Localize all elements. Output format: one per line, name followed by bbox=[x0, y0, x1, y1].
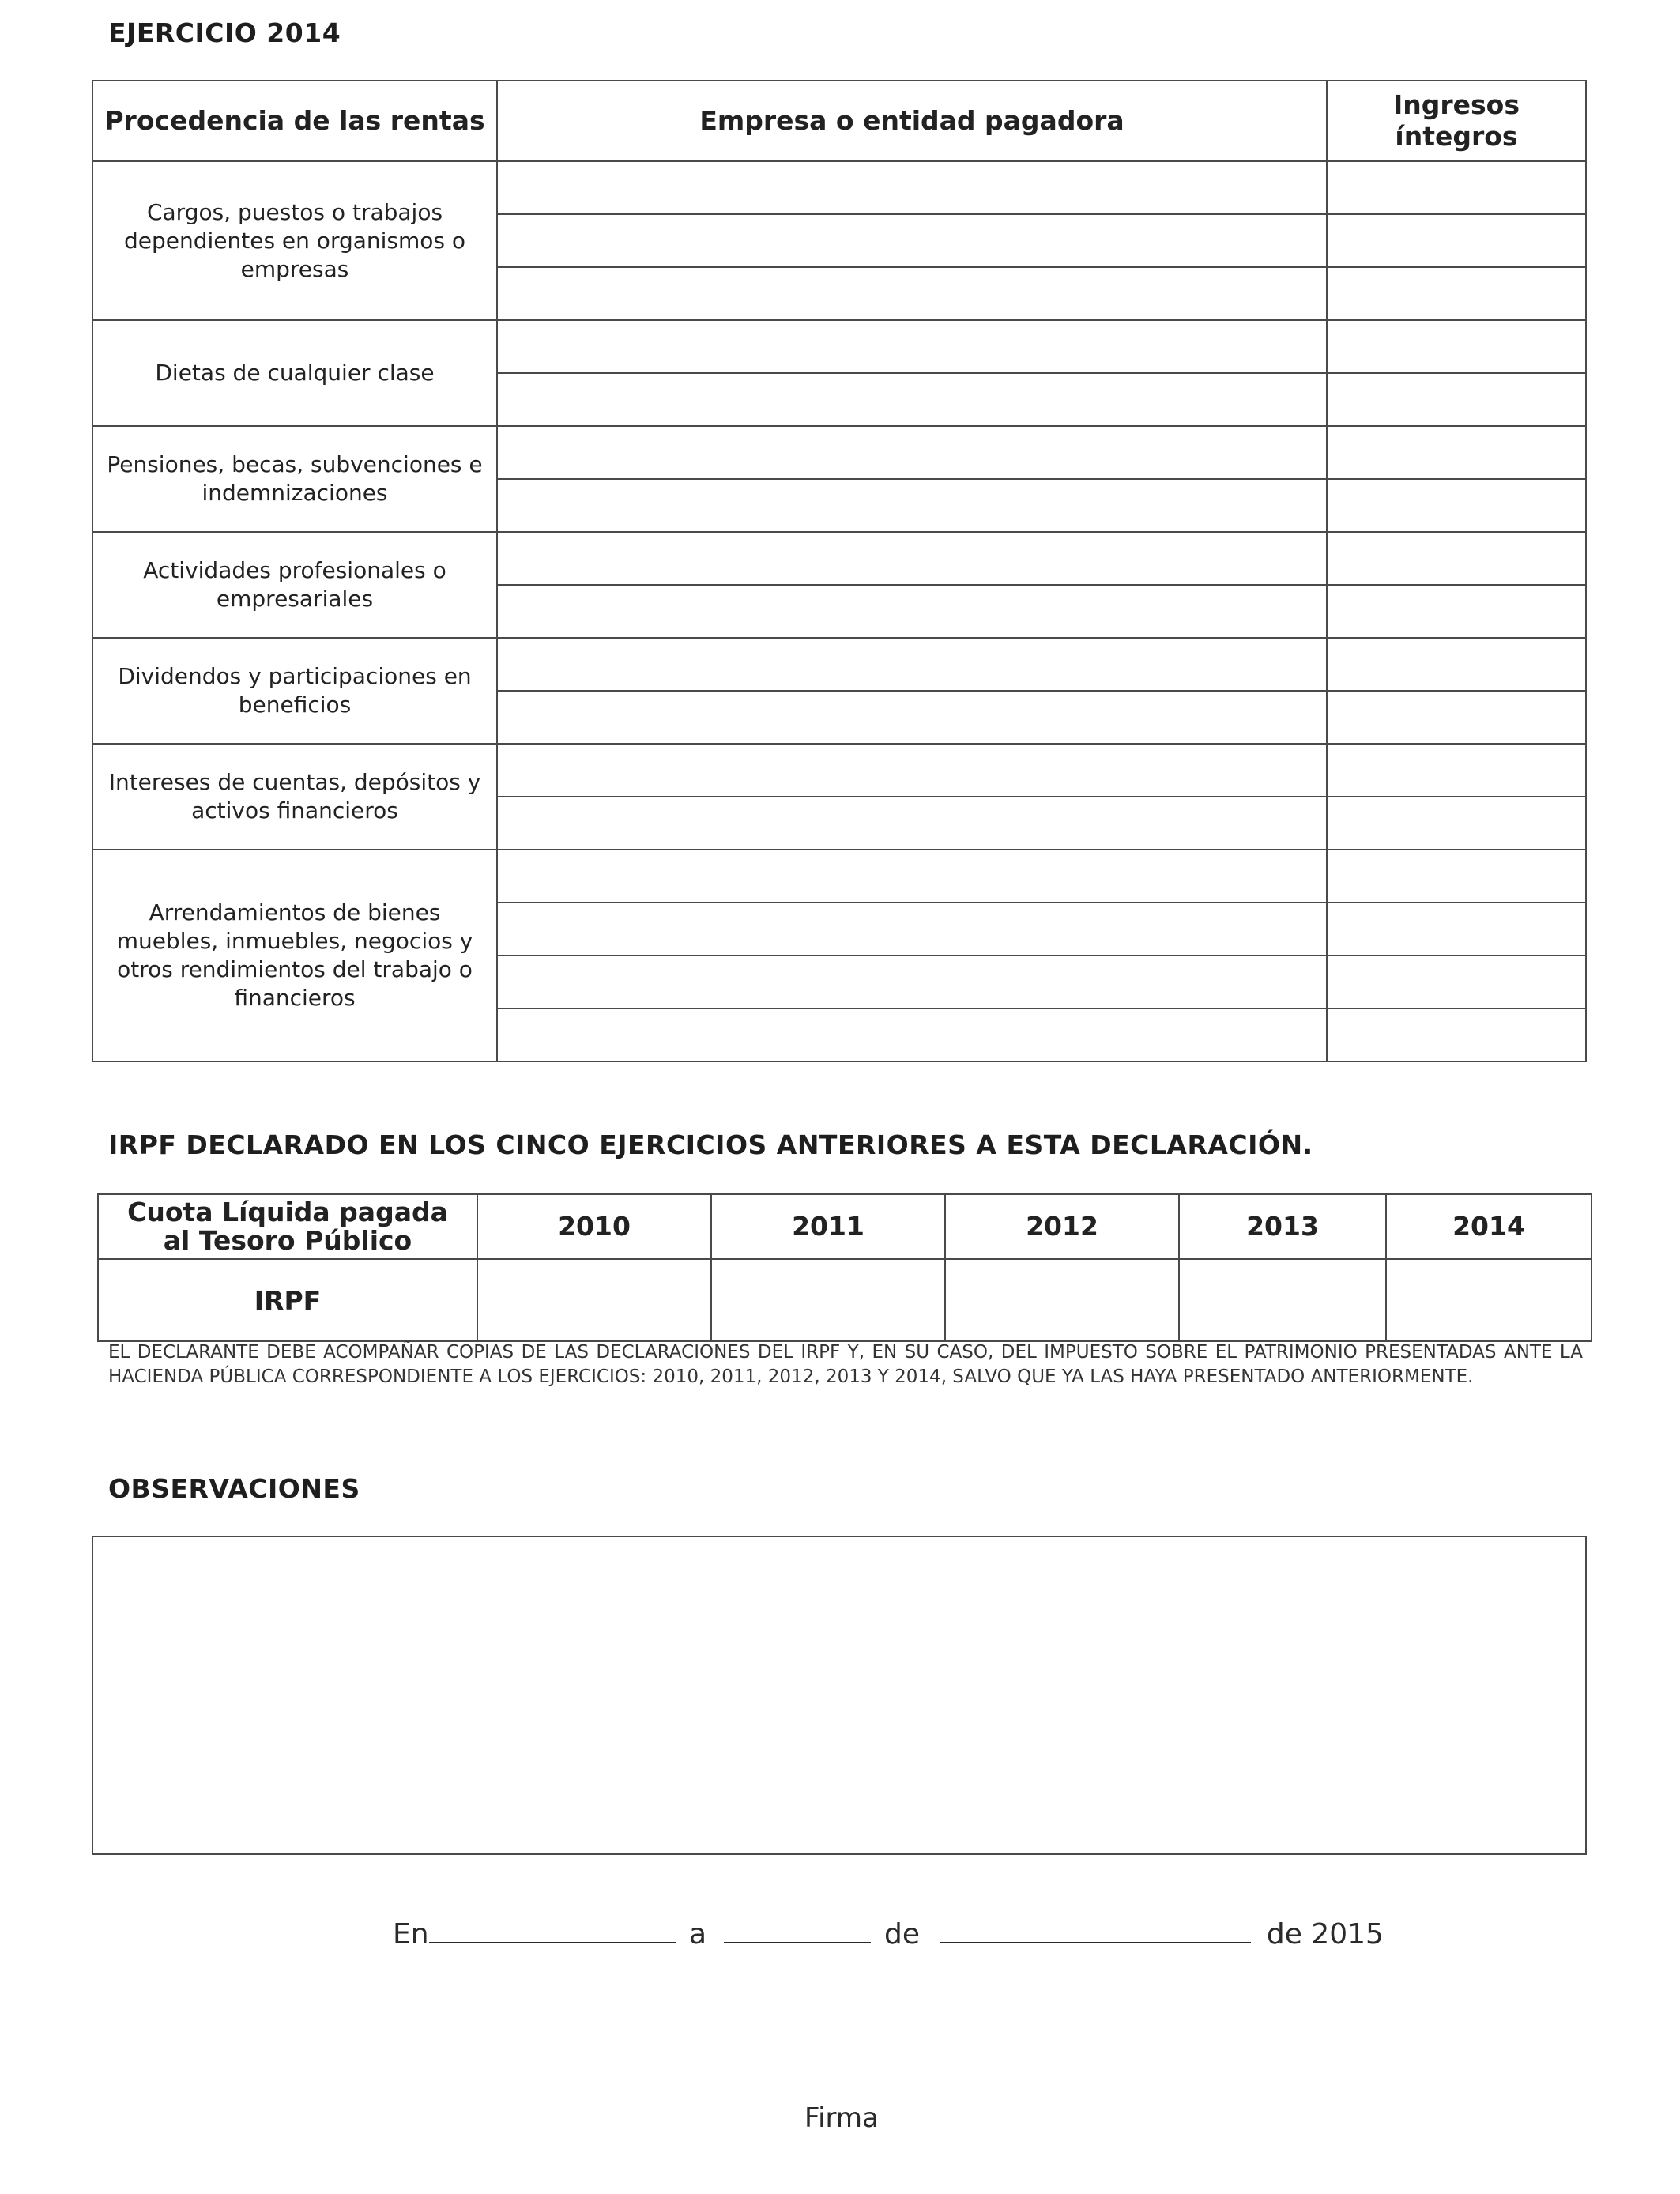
signature-place-date-line bbox=[393, 1913, 1384, 1951]
empresa-cell[interactable] bbox=[497, 744, 1327, 797]
empresa-cell[interactable] bbox=[497, 320, 1327, 373]
category-label: Pensiones, becas, subvenciones e indemnizaciones bbox=[92, 426, 497, 532]
label-de-year: de 2015 bbox=[1266, 1918, 1384, 1951]
year-2014: 2014 bbox=[1386, 1194, 1591, 1259]
ingresos-cell[interactable] bbox=[1327, 850, 1586, 903]
label-a: a bbox=[689, 1918, 707, 1951]
empresa-cell[interactable] bbox=[497, 214, 1327, 267]
empresa-cell[interactable] bbox=[497, 532, 1327, 585]
empresa-cell[interactable] bbox=[497, 426, 1327, 479]
ingresos-cell[interactable] bbox=[1327, 426, 1586, 479]
category-label: Dietas de cualquier clase bbox=[92, 320, 497, 426]
empresa-cell[interactable] bbox=[497, 267, 1327, 320]
section-title-irpf: IRPF DECLARADO EN LOS CINCO EJERCICIOS ANTERIORES A ESTA DECLARACIÓN. bbox=[108, 1129, 1313, 1160]
rentas-row bbox=[92, 744, 1586, 797]
irpf-row-label: IRPF bbox=[98, 1259, 477, 1341]
ingresos-cell[interactable] bbox=[1327, 956, 1586, 1008]
irpf-cell-2012[interactable] bbox=[945, 1259, 1179, 1341]
empresa-cell[interactable] bbox=[497, 850, 1327, 903]
irpf-cell-2013[interactable] bbox=[1179, 1259, 1386, 1341]
ingresos-cell[interactable] bbox=[1327, 373, 1586, 426]
year-2011: 2011 bbox=[711, 1194, 945, 1259]
rentas-header-row bbox=[92, 81, 1586, 161]
irpf-cell-2010[interactable] bbox=[477, 1259, 711, 1341]
empresa-cell[interactable] bbox=[497, 1008, 1327, 1061]
ingresos-cell[interactable] bbox=[1327, 744, 1586, 797]
empresa-cell[interactable] bbox=[497, 956, 1327, 1008]
firma-label: Firma bbox=[804, 2102, 879, 2134]
irpf-cell-2014[interactable] bbox=[1386, 1259, 1591, 1341]
rentas-row bbox=[92, 426, 1586, 479]
category-label: Actividades profesionales o empresariales bbox=[92, 532, 497, 638]
ingresos-cell[interactable] bbox=[1327, 214, 1586, 267]
month-blank[interactable] bbox=[940, 1913, 1251, 1943]
year-2012: 2012 bbox=[945, 1194, 1179, 1259]
category-label: Arrendamientos de bienes muebles, inmuebles, negocios y otros rendimientos del trabajo o financieros bbox=[92, 850, 497, 1061]
empresa-cell[interactable] bbox=[497, 903, 1327, 956]
category-label: Dividendos y participaciones en beneficios bbox=[92, 638, 497, 744]
rentas-row bbox=[92, 532, 1586, 585]
ingresos-cell[interactable] bbox=[1327, 638, 1586, 691]
rentas-row bbox=[92, 638, 1586, 691]
irpf-value-row bbox=[98, 1259, 1591, 1341]
cuota-liquida-label: Cuota Líquida pagada al Tesoro Público bbox=[98, 1194, 477, 1259]
ingresos-cell[interactable] bbox=[1327, 479, 1586, 532]
rentas-table bbox=[92, 80, 1587, 1062]
ingresos-cell[interactable] bbox=[1327, 797, 1586, 850]
ingresos-cell[interactable] bbox=[1327, 161, 1586, 214]
irpf-cell-2011[interactable] bbox=[711, 1259, 945, 1341]
irpf-header-row bbox=[98, 1194, 1591, 1259]
column-header-procedencia: Procedencia de las rentas bbox=[92, 81, 497, 161]
day-blank[interactable] bbox=[724, 1913, 871, 1943]
category-label: Intereses de cuentas, depósitos y activos financieros bbox=[92, 744, 497, 850]
empresa-cell[interactable] bbox=[497, 585, 1327, 638]
label-de: de bbox=[883, 1918, 920, 1951]
ingresos-cell[interactable] bbox=[1327, 691, 1586, 744]
empresa-cell[interactable] bbox=[497, 479, 1327, 532]
category-label: Cargos, puestos o trabajos dependientes en organismos o empresas bbox=[92, 161, 497, 320]
rentas-row bbox=[92, 161, 1586, 214]
rentas-row bbox=[92, 320, 1586, 373]
rentas-row bbox=[92, 850, 1586, 903]
ingresos-cell[interactable] bbox=[1327, 585, 1586, 638]
empresa-cell[interactable] bbox=[497, 373, 1327, 426]
label-en: En bbox=[393, 1918, 429, 1951]
column-header-ingresos: Ingresos íntegros bbox=[1327, 81, 1586, 161]
empresa-cell[interactable] bbox=[497, 691, 1327, 744]
column-header-empresa: Empresa o entidad pagadora bbox=[497, 81, 1327, 161]
observaciones-box[interactable] bbox=[92, 1536, 1587, 1855]
ingresos-cell[interactable] bbox=[1327, 1008, 1586, 1061]
ingresos-cell[interactable] bbox=[1327, 320, 1586, 373]
ingresos-cell[interactable] bbox=[1327, 903, 1586, 956]
ingresos-cell[interactable] bbox=[1327, 532, 1586, 585]
ingresos-cell[interactable] bbox=[1327, 267, 1586, 320]
empresa-cell[interactable] bbox=[497, 638, 1327, 691]
empresa-cell[interactable] bbox=[497, 161, 1327, 214]
year-2013: 2013 bbox=[1179, 1194, 1386, 1259]
section-title-observaciones: OBSERVACIONES bbox=[108, 1473, 360, 1504]
irpf-table bbox=[97, 1193, 1592, 1342]
empresa-cell[interactable] bbox=[497, 797, 1327, 850]
section-title-ejercicio: EJERCICIO 2014 bbox=[108, 17, 341, 48]
year-2010: 2010 bbox=[477, 1194, 711, 1259]
place-blank[interactable] bbox=[429, 1913, 676, 1943]
declaration-note: EL DECLARANTE DEBE ACOMPAÑAR COPIAS DE LAS DECLARACIONES DEL IRPF Y, EN SU CASO, DEL IMPUESTO SOBRE EL PATRIMONIO PRESENTADAS ANTE LA HACIENDA PÚBLICA CORRESPONDIENTE A LOS EJERCICIOS: 2010, 2011, 2012, 2013 Y 2014, SALVO QUE YA LAS HAYA PRESENTADO ANTERIORMENTE. bbox=[108, 1342, 1583, 1387]
